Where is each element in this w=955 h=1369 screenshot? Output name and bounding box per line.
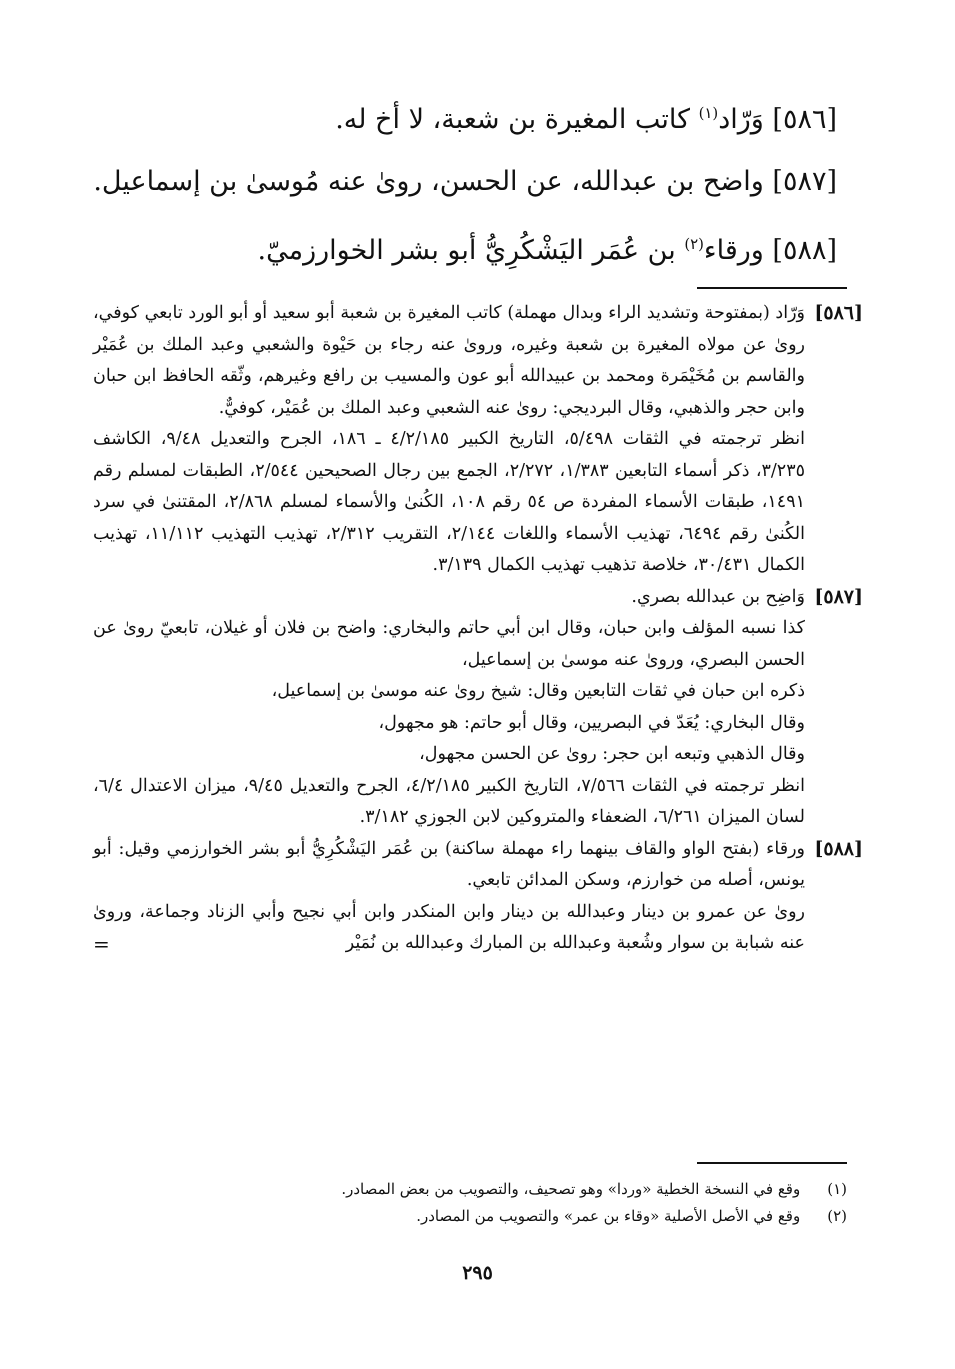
section-divider [697,287,847,289]
footnote-ref: (١) [698,104,719,122]
entry-text: كاتب المغيرة بن شعبة، لا أخ له. [335,104,691,135]
commentary-entry [93,298,863,582]
entry-name: ورقاء [703,235,764,266]
commentary-paragraph: ورقاء (بفتح الواو والقاف بينهما راء مهملة ساكنة) بن عُمَر اليَشْكُرِيُّ أبو بشر الخوارزمي وقيل: أبو يونس، أصله من خوارزم، وسكن المدائن تابعي. [93,838,805,890]
footnotes [147,1176,847,1230]
entry-text: بن عُمَر اليَشْكُرِيُّ أبو بشر الخوارزميّ. [257,235,676,266]
main-entry [117,213,837,282]
commentary-entry [93,834,863,960]
main-entries [93,82,837,282]
commentary-references: انظر ترجمته في الثقات ٧/٥٦٦، التاريخ الكبير ٤/٢/١٨٥، الجرح والتعديل ٩/٤٥، ميزان الاعتدال ٦/٤، لسان الميزان ٦/٢٦١، الضعفاء والمتروكين لابن الجوزي ٣/١٨٢. [93,775,805,827]
commentary-references: انظر ترجمته في الثقات ٥/٤٩٨، التاريخ الكبير ٤/٢/١٨٥ ـ ١٨٦، الجرح والتعديل ٩/٤٨، الكاشف ٣/٢٣٥، ذكر أسماء التابعين ١/٣٨٣، ٢/٢٧٢، الجمع بين رجال الصحيحين ٢/٥٤٤، الطبقات لمسلم رقم ١٤٩١، طبقات الأسماء المفردة ص ٥٤ رقم ١٠٨، الكُنىٰ والأسماء لمسلم ٢/٨٦٨، المقتنىٰ في سرد الكُنىٰ رقم ٦٤٩٤، تهذيب الأسماء واللغات ٢/١٤٤، التقريب ٢/٣١٢، تهذيب التهذيب ١١/١١٢، تهذيب الكمال ٣٠/٤٣١، خلاصة تذهيب تهذيب الكمال ٣/١٣٩. [93,429,806,575]
entry-number: [٥٨٧] [772,166,837,197]
commentary-entry [93,582,863,834]
commentary-paragraph: وقال الذهبي وتبعه ابن حجر: روىٰ عن الحسن مجهول، [419,744,805,764]
footnote [147,1176,847,1203]
commentary-paragraph: كذا نسبه المؤلف وابن حبان، وقال ابن أبي حاتم والبخاري: واضح بن فلان أو غيلان، تابعيّ روىٰ عن الحسن البصري، وروىٰ عنه موسىٰ بن إسماعيل، [93,618,805,670]
entry-number: [٥٨٨] [772,235,837,266]
footnote-number: (٢) [827,1207,847,1225]
commentary-number: [٥٨٨] [814,837,863,860]
page-number: ٢٩٥ [462,1262,493,1284]
footnote-text: وقع في النسخة الخطية «وردا» وهو تصحيف، والتصويب من بعض المصادر. [341,1180,801,1198]
footnote-number: (١) [827,1180,847,1198]
footnote-ref: (٢) [684,235,704,253]
commentary-section [93,298,863,960]
main-entry [117,82,837,151]
entry-text: واضح بن عبدالله، عن الحسن، روىٰ عنه مُوسىٰ بن إسماعيل. [93,166,764,197]
entry-name: وَرّاد [718,104,764,135]
commentary-paragraph: وَاضِح بن عبدالله بصري. [631,586,805,607]
footnote-text: وقع في الأصل الأصلية «وقاء بن عمر» والتصويب من المصادر. [416,1207,801,1225]
continuation-mark: = [93,931,110,956]
commentary-paragraph: ذكره ابن حبان في ثقات التابعين وقال: شيخ روىٰ عنه موسىٰ بن إسماعيل، [271,681,805,701]
commentary-paragraph: وَرّاد (بمفتوحة وتشديد الراء وبدال مهملة) كاتب المغيرة بن شعبة أبو سعيد أو أبو الورد تابعي كوفي، روىٰ عن مولاه المغيرة بن شعبة وغيره، وروىٰ عنه رجاء بن حَيْوة والشعبي وعبد الملك بن عُمَيْر والقاسم بن مُخَيْمَرة ومحمد بن عبيدالله أبو عون والمسيب بن رافع وغيرهم، وثّقه الحافظ ابن حبان وابن حجر والذهبي، وقال البرديجي: روىٰ عنه الشعبي وعبد الملك بن عُمَيْر، كوفيٌّ. [93,303,805,418]
commentary-number: [٥٨٦] [814,302,863,324]
commentary-paragraph: وقال البخاري: يُعَدّ في البصريين، وقال أبو حاتم: هو مجهول، [378,712,805,733]
entry-number: [٥٨٦] [772,104,837,135]
main-entry [93,151,837,213]
footnote-divider [697,1162,847,1164]
commentary-paragraph: روىٰ عن عمرو بن دينار وعبدالله بن دينار وابن المنكدر وابن أبي نجيح وأبي الزناد وجماعة، وروىٰ عنه شبابة بن سوار وشُعبة وعبدالله بن المبارك وعبدالله بن نُمَيْر [93,901,805,953]
footnote [147,1203,847,1230]
commentary-number: [٥٨٧] [814,585,863,608]
